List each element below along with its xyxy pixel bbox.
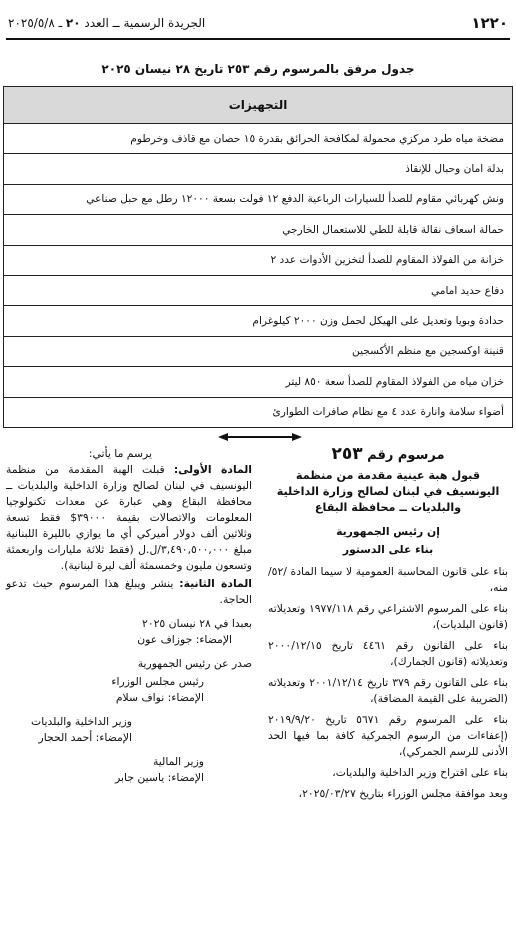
pm-title: رئيس مجلس الوزراء (111, 675, 204, 688)
decrees-label: يرسم ما يأتي: (88, 447, 152, 460)
finance-signature: الإمضاء: ياسين جابر (115, 771, 204, 784)
article-1 (6, 462, 252, 574)
recital: بناء على قانون المحاسبة العمومية لا سيما المادة /٥٢/ منه، (268, 565, 508, 594)
recital: بناء على المرسوم الاشتراعي رقم ١٩٧٧/١١٨ وتعديلاته (قانون البلديات)، (268, 602, 508, 631)
issue-info: الجريدة الرسمية ــ العدد ٢٠ ـ ٢٠٢٥/٥/٨ (8, 16, 206, 30)
decree-title-prefix: مرسوم رقم (367, 448, 445, 463)
table-row: قنينة اوكسجين مع منظم الأكسجين (4, 336, 513, 366)
table-row: مضخة مياه طرد مركزي محمولة لمكافحة الحرائق بقدرة ١٥ حصان مع قاذف وخرطوم (4, 124, 513, 154)
issue-date: ٢٠٢٥/٥/٨ (8, 16, 55, 30)
table-row: خزان مياه من الفولاذ المقاوم للصدأ سعة ٨٥٠ ليتر (4, 367, 513, 397)
article-2-text: ينشر ويبلغ هذا المرسوم حيث تدعو الحاجة. (6, 577, 252, 606)
recital: بناء على القانون رقم ٣٧٩ تاريخ ٢٠٠١/١٢/١٤ وتعديلاته (الضريبة على القيمة المضافة)، (268, 676, 508, 705)
decree-left-column (6, 446, 252, 786)
recital: بناء على اقتراح وزير الداخلية والبلديات، (332, 766, 508, 779)
finance-title: وزير المالية (153, 755, 204, 768)
decree-subject: قبول هبة عينية مقدمة من منظمة اليونسيف في لبنان لصالح وزارة الداخلية والبلديات ــ محافظة البقاع (276, 469, 500, 514)
table-header: التجهيزات (4, 87, 513, 124)
article-1-label: المادة الأولى: (173, 463, 252, 476)
table-row: ونش كهربائي مقاوم للصدأ للسيارات الرباعية الدفع ١٢ فولت بسعة ١٢٠٠٠ رطل مع حبل صناعي (4, 184, 513, 214)
table-row: دفاع حديد امامي (4, 275, 513, 305)
article-2-label: المادة الثانية: (179, 577, 252, 590)
constitution-line: بناء على الدستور (342, 543, 434, 556)
table-row: حمالة اسعاف نقالة قابلة للطي للاستعمال الخارجي (4, 215, 513, 245)
interior-title: وزير الداخلية والبلديات (31, 715, 132, 728)
header-rule (6, 38, 510, 40)
table-row: أضواء سلامة وانارة عدد ٤ مع نظام صافرات الطوارئ (4, 397, 513, 427)
recital: وبعد موافقة مجلس الوزراء بتاريخ ٢٠٢٥/٠٣/٢٧، (298, 787, 508, 800)
table-row: خزانة من الفولاذ المقاوم للصدأ لتخزين الأدوات عدد ٢ (4, 245, 513, 275)
article-2 (6, 576, 252, 608)
issued-by: صدر عن رئيس الجمهورية (137, 657, 252, 670)
decree-date: بعبدا في ٢٨ نيسان ٢٠٢٥ (142, 617, 252, 630)
decree-right-column (268, 446, 508, 807)
table-row: بدلة امان وحبال للإنقاذ (4, 154, 513, 184)
table-row: حدادة وبويا وتعديل على الهيكل لحمل وزن ٢٠٠٠ كيلوغرام (4, 306, 513, 336)
issue-text: الجريدة الرسمية ــ العدد (84, 16, 206, 30)
section-divider (228, 436, 292, 438)
issue-number: ٢٠ (65, 16, 81, 30)
page-number: ١٢٢٠ (471, 14, 508, 32)
decree-number: ٢٥٣ (331, 444, 363, 464)
pm-signature: الإمضاء: نواف سلام (115, 691, 204, 704)
page-header (8, 12, 508, 34)
equipment-table (3, 86, 513, 428)
table-title: جدول مرفق بالمرسوم رقم ٢٥٣ تاريخ ٢٨ نيسان ٢٠٢٥ (101, 62, 415, 76)
president-line: إن رئيس الجمهورية (336, 525, 440, 538)
president-signature: الإمضاء: جوزاف عون (137, 633, 232, 646)
recital: بناء على القانون رقم ٤٤٦١ تاريخ ٢٠٠٠/١٢/١٥ وتعديلاته (قانون الجمارك)، (268, 639, 508, 668)
decree-title (268, 446, 508, 464)
recital: بناء على المرسوم رقم ٥٦٧١ تاريخ ٢٠١٩/٩/٢٠ (إعفاءات من الرسوم الجمركية كافة بما فيها الحد الأدنى للرسم الجمركي)، (268, 713, 508, 758)
article-1-text: قبلت الهبة المقدمة من منظمة اليونسيف في لبنان لصالح وزارة الداخلية والبلديات ــ محافظة البقاع وهي عبارة عن معدات تكنولوجيا المعلومات والاتصالات بقيمة ٣٩٠٠٠$ فقط تسعة وثلاثين ألف دولار أميركي أي ما يوازي بالليرة اللبنانية مبلغ ٣,٤٩٠,٥٠٠,٠٠٠/ل.ل (فقط ثلاثة مليارات واربعمئة وتسعون مليون وخمسمئة ألف ليرة لبنانية). (6, 463, 253, 572)
interior-signature: الإمضاء: أحمد الحجار (38, 731, 132, 744)
